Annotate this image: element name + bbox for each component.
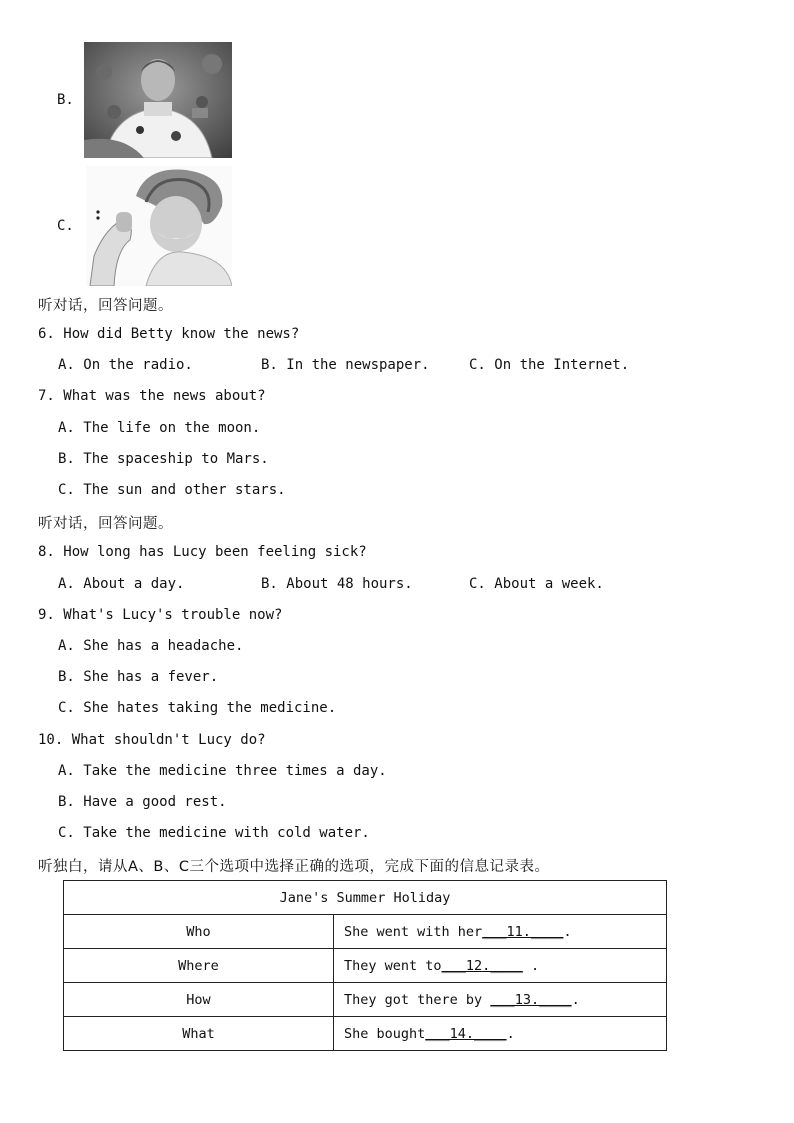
row-content (334, 983, 667, 1017)
row-content (334, 1017, 667, 1051)
option-c: C. About a week. (469, 576, 604, 592)
row-content (334, 949, 667, 983)
answer-blank: ___12.____ (441, 957, 523, 974)
question-stem: 9. What's Lucy's trouble now? (38, 607, 283, 623)
question-stem: 6. How did Betty know the news? (38, 326, 300, 342)
option-label-c: C. (57, 218, 74, 234)
option-b: B. In the newspaper. (261, 357, 430, 373)
table-row (64, 1017, 667, 1051)
option-c: C. The sun and other stars. (58, 482, 286, 498)
row-label: What (64, 1017, 334, 1051)
option-b: B. She has a fever. (58, 669, 219, 685)
table-title-row (64, 881, 667, 915)
option-c: C. Take the medicine with cold water. (58, 825, 370, 841)
row-text: They went to (344, 957, 442, 974)
section-instruction: 听对话，回答问题。 (38, 516, 173, 532)
section-instruction: 听对话，回答问题。 (38, 298, 173, 314)
row-punct: . (522, 957, 540, 974)
table-row (64, 949, 667, 983)
row-text: She bought (344, 1025, 426, 1042)
answer-blank: ___11.____ (482, 923, 564, 940)
option-c: C. She hates taking the medicine. (58, 700, 337, 716)
table-row (64, 983, 667, 1017)
row-punct: . (563, 923, 572, 940)
row-content (334, 915, 667, 949)
option-a: A. On the radio. (58, 357, 193, 373)
info-record-table (63, 880, 667, 1051)
option-b: B. The spaceship to Mars. (58, 451, 269, 467)
row-label: How (64, 983, 334, 1017)
row-text: They got there by (344, 991, 491, 1008)
row-punct: . (571, 991, 580, 1008)
option-a: A. Take the medicine three times a day. (58, 763, 387, 779)
row-punct: . (506, 1025, 515, 1042)
option-a: A. About a day. (58, 576, 185, 592)
question-stem: 7. What was the news about? (38, 388, 266, 404)
option-b: B. Have a good rest. (58, 794, 227, 810)
option-label-b: B. (57, 92, 74, 108)
section-instruction: 听独白，请从A、B、C三个选项中选择正确的选项，完成下面的信息记录表。 (38, 859, 550, 875)
writer-photo (86, 166, 232, 286)
question-stem: 8. How long has Lucy been feeling sick? (38, 544, 367, 560)
option-a: A. She has a headache. (58, 638, 244, 654)
answer-blank: ___14.____ (425, 1025, 507, 1042)
astronaut-photo (84, 42, 232, 158)
table-row (64, 915, 667, 949)
option-b: B. About 48 hours. (261, 576, 413, 592)
question-stem: 10. What shouldn't Lucy do? (38, 732, 266, 748)
row-label: Where (64, 949, 334, 983)
option-c: C. On the Internet. (469, 357, 630, 373)
row-text: She went with her (344, 923, 483, 940)
answer-blank: ___13.____ (490, 991, 572, 1008)
option-a: A. The life on the moon. (58, 420, 261, 436)
table-title: Jane's Summer Holiday (64, 881, 667, 915)
row-label: Who (64, 915, 334, 949)
